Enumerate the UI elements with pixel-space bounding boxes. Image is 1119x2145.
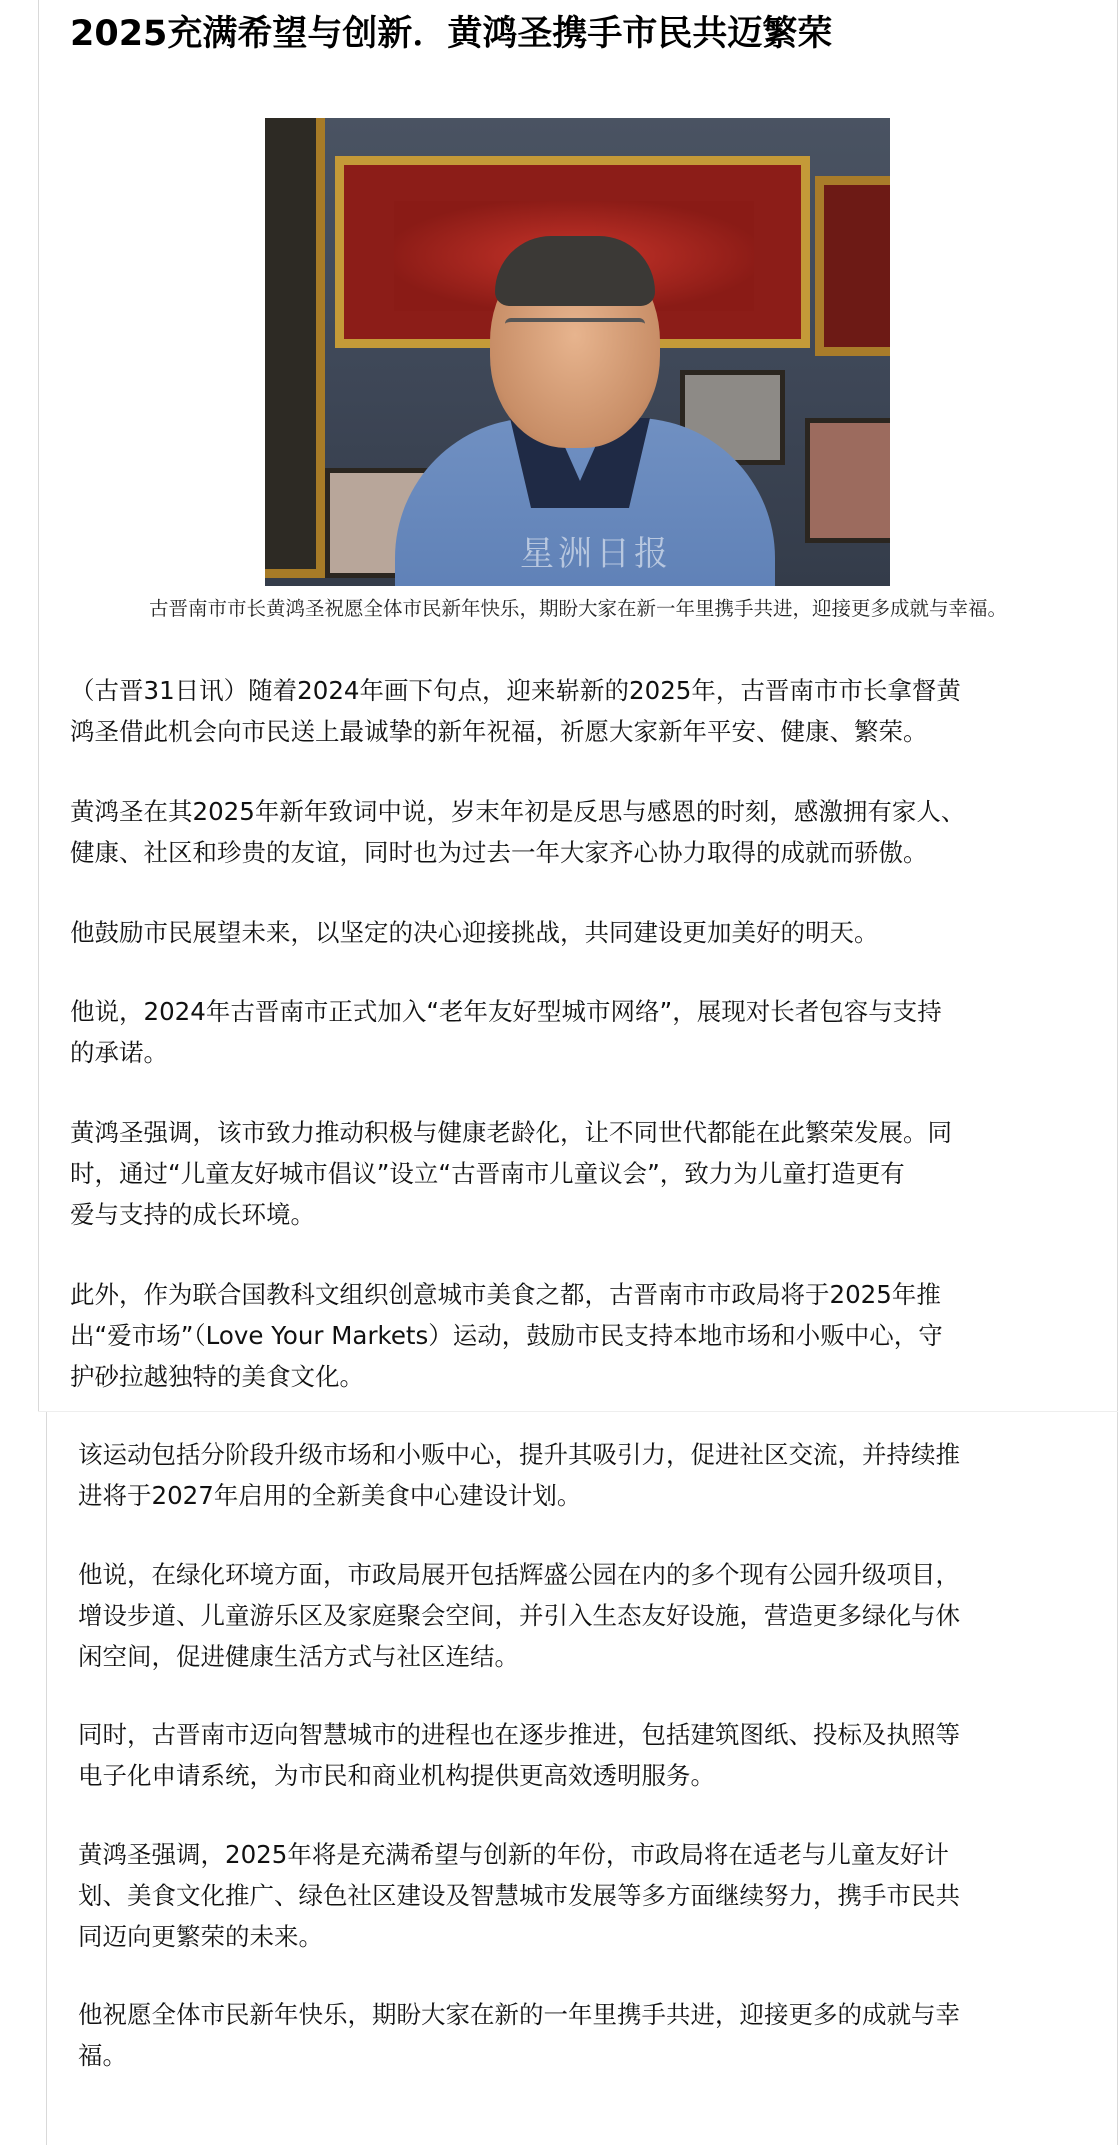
paragraph-line: 闲空间，促进健康生活方式与社区连结。 <box>78 1642 519 1671</box>
paragraph-line: 同时，古晋南市迈向智慧城市的进程也在逐步推进，包括建筑图纸、投标及执照等 <box>78 1720 960 1749</box>
screenshot-seam <box>38 1411 1118 1412</box>
paragraph <box>78 1554 1090 1677</box>
paragraph <box>78 1834 1090 1957</box>
article-photo <box>265 118 890 586</box>
page-border-right-lower <box>1117 1412 1118 2145</box>
paragraph-line: 此外，作为联合国教科文组织创意城市美食之都，古晋南市市政局将于2025年推 <box>70 1280 941 1309</box>
page-border-left-lower <box>46 1412 47 2145</box>
framed-photo <box>805 418 890 543</box>
photo-caption: 古晋南市市长黄鸿圣祝愿全体市民新年快乐，期盼大家在新一年里携手共进，迎接更多成就与幸福。 <box>148 597 1007 620</box>
paragraph-line: 爱与支持的成长环境。 <box>70 1200 315 1229</box>
wall-frame-right <box>815 176 890 356</box>
paragraph <box>70 670 1088 752</box>
paragraph-line: 电子化申请系统，为市民和商业机构提供更高效透明服务。 <box>78 1761 715 1790</box>
paragraph-line: 鸿圣借此机会向市民送上最诚挚的新年祝福，祈愿大家新年平安、健康、繁荣。 <box>70 717 928 746</box>
paragraph-line: 黄鸿圣强调，该市致力推动积极与健康老龄化，让不同世代都能在此繁荣发展。同 <box>70 1118 952 1147</box>
paragraph-line: 健康、社区和珍贵的友谊，同时也为过去一年大家齐心协力取得的成就而骄傲。 <box>70 838 928 867</box>
paragraph <box>70 912 1088 953</box>
paragraph <box>78 1714 1090 1796</box>
paragraph-line: 划、美食文化推广、绿色社区建设及智慧城市发展等多方面继续努力，携手市民共 <box>78 1881 960 1910</box>
paragraph-line: 黄鸿圣在其2025年新年致词中说，岁末年初是反思与感恩的时刻，感激拥有家人、 <box>70 797 966 826</box>
paragraph-line: 他祝愿全体市民新年快乐，期盼大家在新的一年里携手共进，迎接更多的成就与幸 <box>78 2000 960 2029</box>
paragraph-line: 的承诺。 <box>70 1038 168 1067</box>
paragraph <box>78 1434 1090 1516</box>
paragraph <box>70 1274 1088 1397</box>
paragraph <box>70 1112 1088 1235</box>
paragraph-line: 他说，在绿化环境方面，市政局展开包括辉盛公园在内的多个现有公园升级项目， <box>78 1560 960 1589</box>
eyeglasses <box>505 318 645 354</box>
page-border-right <box>1117 0 1118 1412</box>
paragraph-line: 黄鸿圣强调，2025年将是充满希望与创新的年份，市政局将在适老与儿童友好计 <box>78 1840 949 1869</box>
wall-frame-left <box>265 118 325 578</box>
paragraph-line: 护砂拉越独特的美食文化。 <box>70 1362 364 1391</box>
paragraph <box>70 791 1088 873</box>
paragraph-line: 他鼓励市民展望未来，以坚定的决心迎接挑战，共同建设更加美好的明天。 <box>70 918 879 947</box>
paragraph-line: 他说，2024年古晋南市正式加入“老年友好型城市网络”，展现对长者包容与支持 <box>70 997 942 1026</box>
article-headline: 2025充满希望与创新．黄鸿圣携手市民共迈繁荣 <box>70 14 833 54</box>
photo-watermark: 星洲日报 <box>520 534 672 574</box>
page-border-left <box>38 0 39 1412</box>
paragraph-line: 福。 <box>78 2041 127 2070</box>
paragraph-line: 出“爱市场”（Love Your Markets）运动，鼓励市民支持本地市场和小贩中心，守 <box>70 1321 943 1350</box>
paragraph-line: 增设步道、儿童游乐区及家庭聚会空间，并引入生态友好设施，营造更多绿化与休 <box>78 1601 960 1630</box>
paragraph-line: （古晋31日讯）随着2024年画下句点，迎来崭新的2025年，古晋南市市长拿督黄 <box>70 676 961 705</box>
paragraph <box>78 1994 1090 2076</box>
paragraph-line: 进将于2027年启用的全新美食中心建设计划。 <box>78 1481 582 1510</box>
paragraph-line: 时，通过“儿童友好城市倡议”设立“古晋南市儿童议会”，致力为儿童打造更有 <box>70 1159 905 1188</box>
paragraph-line: 同迈向更繁荣的未来。 <box>78 1922 323 1951</box>
person-hair <box>495 236 655 306</box>
paragraph-line: 该运动包括分阶段升级市场和小贩中心，提升其吸引力，促进社区交流，并持续推 <box>78 1440 960 1469</box>
paragraph <box>70 991 1088 1073</box>
